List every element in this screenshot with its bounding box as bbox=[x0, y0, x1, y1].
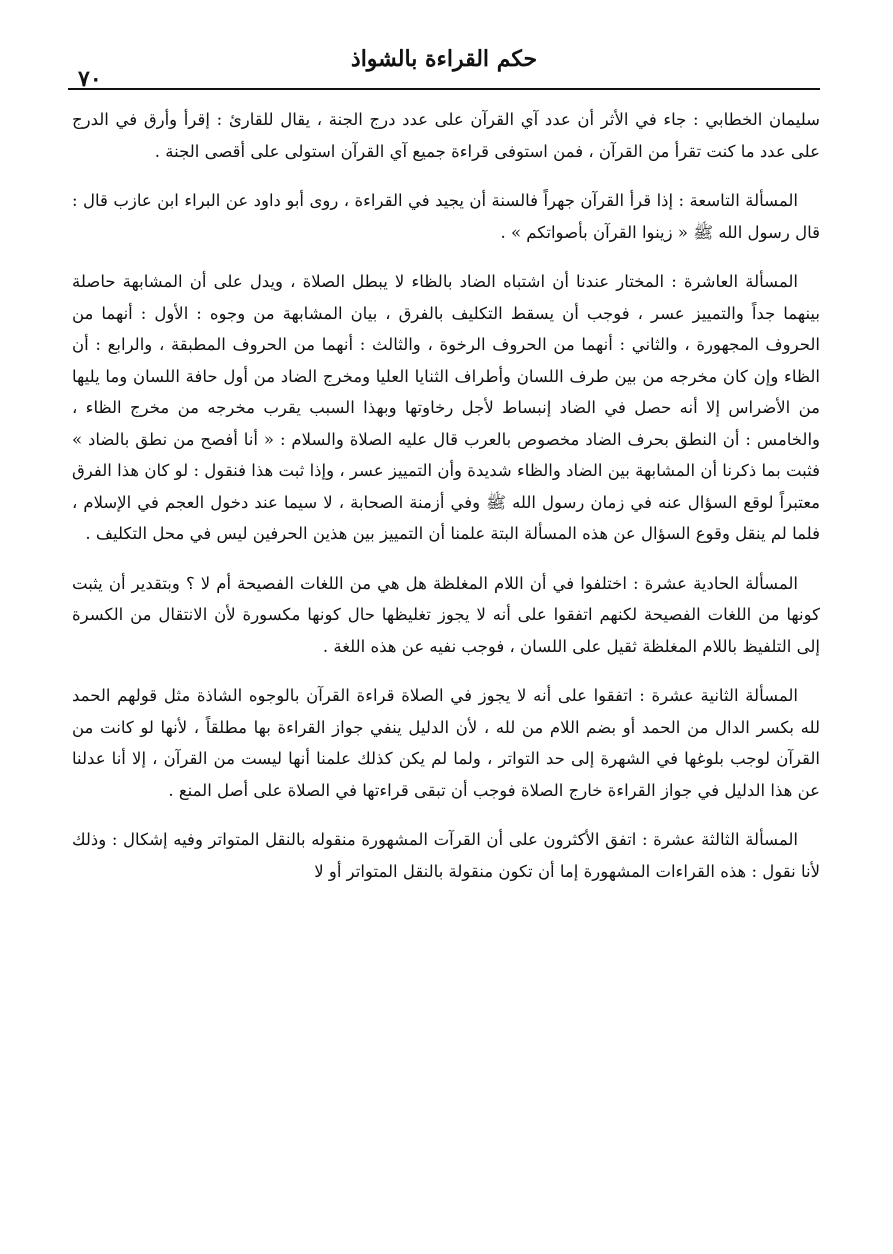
paragraph-issue-10: المسألة العاشرة : المختار عندنا أن اشتباه الضاد بالظاء لا يبطل الصلاة ، ويدل على أن المشابهة حاصلة بينهما جداً والتمييز عسر ، فوجب أن يسقط التكليف بالفرق ، بيان المشابهة من وجوه : الأول : أنهما من الحروف المجهورة ، والثاني : أنهما من الحروف الرخوة ، والثالث : أنهما من الحروف المطبقة ، والرابع : أن الظاء وإن كان مخرجه من بين طرف اللسان وأطراف الثنايا العليا ومخرج الضاد من أول حافة اللسان وما يليها من الأضراس إلا أنه حصل في الضاد إنبساط لأجل رخاوتها وبهذا السبب يقرب مخرجه من مخرج الظاء ، والخامس : أن النطق بحرف الضاد مخصوص بالعرب قال عليه الصلاة والسلام : « أنا أفصح من نطق بالضاد » فثبت بما ذكرنا أن المشابهة بين الضاد والظاء شديدة وأن التمييز عسر ، وإذا ثبت هذا فنقول : لو كان هذا الفرق معتبراً لوقع السؤال عنه في زمان رسول الله ﷺ وفي أزمنة الصحابة ، لا سيما عند دخول العجم في الإسلام ، فلما لم ينقل وقوع السؤال عن هذه المسألة البتة علمنا أن التمييز بين هذين الحرفين ليس في محل التكليف . bbox=[72, 272, 820, 543]
paragraph-khattabi: سليمان الخطابي : جاء في الأثر أن عدد آي القرآن على عدد درج الجنة ، يقال للقارئ : إقرأ وأرق في الدرج على عدد ما كنت تقرأ من القرآن ، فمن استوفى قراءة جميع آي القرآن استولى على أقصى الجنة . bbox=[72, 110, 820, 161]
page-header bbox=[68, 40, 820, 96]
running-title: حكم القراءة بالشواذ bbox=[350, 46, 538, 72]
paragraph-issue-13: المسألة الثالثة عشرة : اتفق الأكثرون على أن القرآت المشهورة منقوله بالنقل المتواتر وفيه إشكال : وذلك لأنا نقول : هذه القراءات المشهورة إما أن تكون منقولة بالنقل المتواتر أو لا bbox=[72, 830, 820, 881]
page-number: ٧٠ bbox=[78, 66, 102, 92]
paragraph-issue-11: المسألة الحادية عشرة : اختلفوا في أن اللام المغلظة هل هي من اللغات الفصيحة أم لا ؟ وبتقدير أن يثبت كونها من اللغات الفصيحة لكنهم اتفقوا على أنه لا يجوز تغليظها حال كونها مكسورة لأن الانتقال من الكسرة إلى التلفيظ باللام المغلظة ثقيل على اللسان ، فوجب نفيه عن هذه اللغة . bbox=[72, 573, 820, 656]
body-text bbox=[72, 104, 820, 905]
paragraph-issue-9: المسألة التاسعة : إذا قرأ القرآن جهراً فالسنة أن يجيد في القراءة ، روى أبو داود عن البراء ابن عازب قال : قال رسول الله ﷺ « زينوا القرآن بأصواتكم » . bbox=[72, 191, 820, 242]
header-rule bbox=[68, 88, 820, 90]
paragraph-issue-12: المسألة الثانية عشرة : اتفقوا على أنه لا يجوز في الصلاة قراءة القرآن بالوجوه الشاذة مثل قولهم الحمد لله بكسر الدال من الحمد أو بضم اللام من لله ، لأن الدليل ينفي جواز القراءة بها مطلقاً ، لأنها لو كانت من القرآن لوجب بلوغها في الشهرة إلى حد التواتر ، ولما لم يكن كذلك علمنا أنها ليست من القرآن ، إلا أنا عدلنا عن هذا الدليل في جواز القراءة خارج الصلاة فوجب أن تبقى قراءتها في الصلاة على أصل المنع . bbox=[72, 686, 820, 800]
